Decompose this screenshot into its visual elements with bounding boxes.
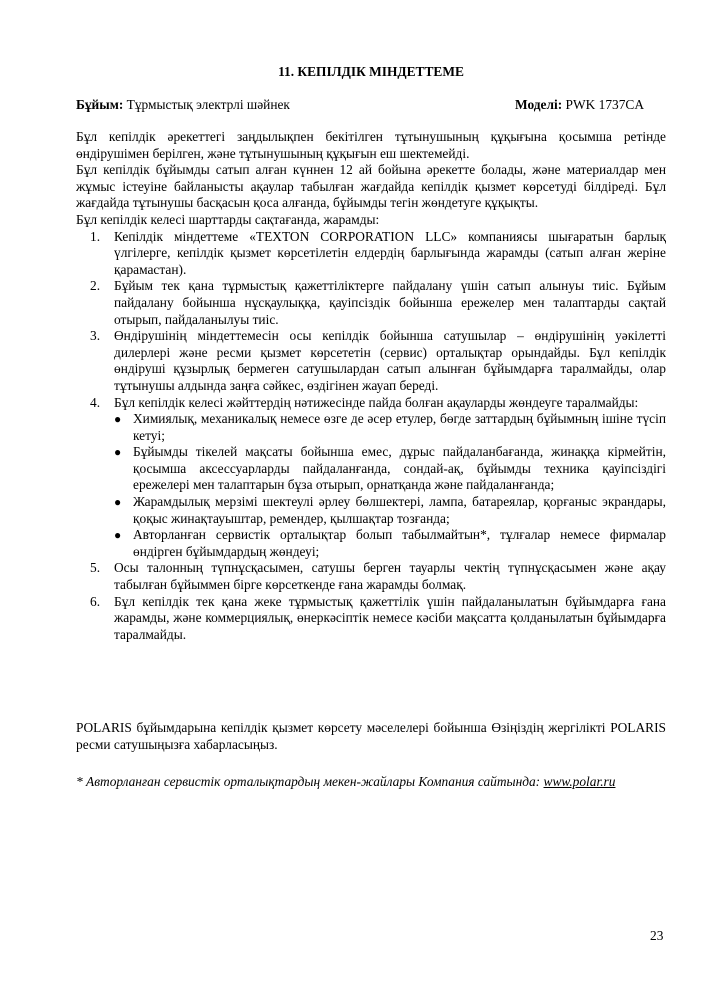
exclusion-item xyxy=(114,411,666,444)
exclusion-item xyxy=(114,527,666,560)
exclusion-text: Бұйымды тікелей мақсаты бойынша емес, дұрыс пайдаланбағанда, жинаққа кірмейтін, қосымша аксессуарларды пайдаланғанда, сондай-ақ, бұйымды техника қауіпсіздігі ережелері мен талаптарын бұза отырып, орнатқанда және пайдаланғанда; xyxy=(133,444,666,493)
bullet-icon: ● xyxy=(114,412,122,427)
condition-number: 1. xyxy=(90,228,101,244)
page-title: 11. КЕПІЛДІК МІНДЕТТЕМЕ xyxy=(278,64,464,79)
exclusion-text: Жарамдылық мерзімі шектеулі әрлеу бөлшектері, лампа, батареялар, қорғаныс экрандары, қоқыс жинақтауыштар, ремендер, қылшақтар тозғанда; xyxy=(133,494,666,526)
page-number: 23 xyxy=(650,928,664,943)
warranty-body xyxy=(76,129,666,643)
condition-item xyxy=(76,395,666,561)
product-item xyxy=(76,97,290,114)
intro-paragraph-2: Бұл кепілдік бұйымды сатып алған күннен 12 ай бойына әрекетте болады, және материалдар мен жұмыс істеуіне байланысты ақаулар табылған жағдайда кепілдік қызмет көрсетуді білдіреді. Бұл жағдайда тұтынушы басқасын қоса алғанда, бұйымды тегін жөндетуге құқықты. xyxy=(76,162,666,211)
intro-paragraph-3: Бұл кепілдік келесі шарттарды сақтағанда, жарамды: xyxy=(76,211,380,227)
condition-number: 3. xyxy=(90,328,101,344)
condition-number: 2. xyxy=(90,278,101,294)
document-page xyxy=(76,0,666,1000)
item-value: Тұрмыстық электрлі шәйнек xyxy=(126,97,290,112)
website-link[interactable]: www.polar.ru xyxy=(543,774,616,789)
exclusion-item xyxy=(114,494,666,527)
condition-number: 5. xyxy=(90,560,101,576)
condition-text: Кепілдік міндеттеме «TEXTON CORPORATION LLC» компаниясы шығаратын барлық үлгілерге, кепілдік қызмет көрсетілетін елдердің барлығында жарамды (сатып алған жеріне қарамастан). xyxy=(114,228,666,277)
condition-item xyxy=(76,328,666,394)
bullet-icon: ● xyxy=(114,495,122,510)
exclusions-list xyxy=(114,411,666,560)
condition-text: Бұл кепілдік тек қана жеке тұрмыстық қажеттілік үшін пайдаланылатын бұйымдарға ғана жарамды, және коммерциялық, өнеркәсіптік немесе кәсіби мақсатта қолданылатын бұйымдарға таралмайды. xyxy=(114,593,666,642)
condition-text: Осы талонның түпнұсқасымен, сатушы берген тауарлы чектің түпнұсқасымен және ақау табылған бұйыммен бірге көрсеткенде ғана жарамды болмақ. xyxy=(114,560,666,593)
condition-text: Өндірушінің міндеттемесін осы кепілдік бойынша сатушылар – өндірушінің уәкілетті дилерлері және ресми қызмет көрсететін (сервис) орталықтар орындайды. Бұл кепілдік өндіруші құзырлық бермеген сатушылардан сатып алынған бұйымдарға таралмайды, олар тұтынушы алдында заңға сәйкес, өздігінен жауап береді. xyxy=(114,328,666,393)
product-model xyxy=(515,97,644,114)
condition-text: Бұл кепілдік келесі жәйттердің нәтижесінде пайда болған ақауларды жөндеуге таралмайды: xyxy=(114,394,639,410)
condition-text: Бұйым тек қана тұрмыстық қажеттіліктерге пайдалану үшін сатып алынуы тиіс. Бұйым пайдалану бойынша нұсқаулыққа, қауіпсіздік бойынша ережелер мен талаптарды сақтай отырып, пайдаланылуы тиіс. xyxy=(114,278,666,327)
model-value: PWK 1737CA xyxy=(565,97,645,112)
condition-item xyxy=(76,229,666,279)
condition-item xyxy=(76,560,666,593)
exclusion-item xyxy=(114,444,666,494)
bullet-icon: ● xyxy=(114,528,122,543)
condition-item xyxy=(76,278,666,328)
service-centers-note xyxy=(76,774,666,791)
condition-number: 6. xyxy=(90,593,101,609)
exclusion-text: Авторланған сервистік орталықтар болып табылмайтын*, тұлғалар немесе фирмалар өндірген бұйымдардың жөндеуі; xyxy=(133,527,666,559)
condition-item xyxy=(76,594,666,644)
item-label: Бұйым: xyxy=(76,97,124,112)
product-info-row xyxy=(76,97,666,114)
exclusion-text: Химиялық, механикалық немесе өзге де әсер етулер, бөгде заттардың бұйымның ішіне түсіп кетуі; xyxy=(133,411,666,443)
intro-paragraph-1: Бұл кепілдік әрекеттегі заңдылықпен бекітілген тұтынушының құқығына қосымша ретінде өндірушімен берілген, және тұтынушының құқығын еш шектемейді. xyxy=(76,129,666,161)
conditions-list xyxy=(76,229,666,644)
model-label: Моделі: xyxy=(515,97,563,112)
contact-paragraph: POLARIS бұйымдарына кепілдік қызмет көрсету мәселелері бойынша Өзіңіздің жергілікті POLARIS ресми сатушыңызға хабарласыңыз. xyxy=(76,720,666,752)
note-text: * Авторланған сервистік орталықтардың мекен-жайлары Компания сайтында: xyxy=(76,774,541,789)
condition-number: 4. xyxy=(90,394,101,410)
bullet-icon: ● xyxy=(114,445,122,460)
